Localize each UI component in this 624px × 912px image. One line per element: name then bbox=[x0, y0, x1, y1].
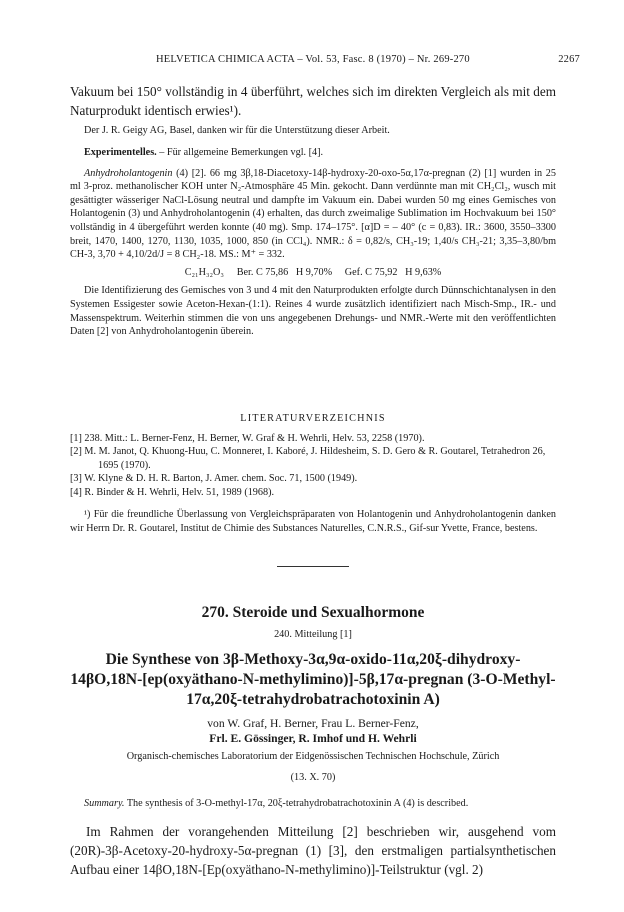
closing-paragraph: Vakuum bei 150° vollständig in 4 überführt, welches sich im direkten Vergleich als mit dem Naturprodukt identisch erwies¹). bbox=[70, 84, 556, 118]
reference-item: [3] W. Klyne & D. H. R. Barton, J. Amer. chem. Soc. 71, 1500 (1949). bbox=[70, 473, 358, 485]
authors-line-1: von W. Graf, H. Berner, Frau L. Berner-Fenz, bbox=[207, 716, 419, 730]
summary bbox=[70, 797, 556, 811]
experimental-section bbox=[70, 146, 556, 339]
experimental-heading: Experimentelles. bbox=[84, 147, 157, 158]
page-number: 2267 bbox=[558, 54, 580, 65]
experimental-intro-text: – Für allgemeine Bemerkungen vgl. [4]. bbox=[156, 147, 324, 158]
affiliation: Organisch-chemisches Laboratorium der Eidgenössischen Technischen Hochschule, Zürich bbox=[126, 750, 500, 762]
article-number-title: 270. Steroide und Sexualhormone bbox=[201, 604, 425, 621]
communication-number: 240. Mitteilung [1] bbox=[274, 629, 352, 640]
identification-paragraph: Die Identifizierung des Gemisches von 3 und 4 mit den Naturprodukten erfolgte durch Dünnschichtanalysen in den Systemen Essigester sowie Aceton-Hexan-(1:1). Reines 4 wurde zusätzlich identifiziert nach Misch-Smp., IR.- und Massenspektrum. Weiterhin stimmen die von uns angegebenen Drehungs- und NMR.-Werte mit den veröffentlichten Daten [2] von Anhydroholantogenin überein. bbox=[70, 285, 556, 338]
acknowledgement bbox=[70, 124, 556, 138]
footnote: ¹) Für die freundliche Überlassung von Vergleichspräparaten von Holantogenin und Anhydroholantogenin danken wir Herrn Dr. R. Goutarel, Institut de Chimie des Substances Naturelles, C.N.R.S., Gif-sur Yvette, France, bestens. bbox=[70, 509, 556, 534]
elemental-analysis: C₂₁H₃₂O₃ Ber. C 75,86 H 9,70% Gef. C 75,92 H 9,63% bbox=[184, 266, 442, 278]
intro-paragraph: Im Rahmen der vorangehenden Mitteilung [2] beschrieben wir, ausgehend vom (20R)-3β-Acetoxy-20-hydroxy-5α-pregnan (1) [3], den erstmaligen partialsynthetischen Aufbau einer 14βO,18N-[Ep(oxyäthano-N-methylimino)]-Teilstruktur (vgl. 2) bbox=[70, 824, 556, 878]
journal-citation: HELVETICA CHIMICA ACTA – Vol. 53, Fasc. 8 (1970) – Nr. 269-270 bbox=[156, 54, 470, 65]
summary-text: The synthesis of 3-O-methyl-17α, 20ξ-tetrahydrobatrachotoxinin A (4) is described. bbox=[124, 797, 469, 809]
separator-rule bbox=[277, 566, 349, 567]
procedure-paragraph bbox=[70, 167, 556, 262]
article-separator bbox=[70, 566, 556, 567]
footnote-block bbox=[70, 508, 556, 535]
references bbox=[70, 412, 556, 500]
reference-list bbox=[70, 432, 556, 500]
procedure-text: (4) [2]. 66 mg 3β,18-Diacetoxy-14β-hydroxy-20-oxo-5α,17α-pregnan (2) [1] wurden in 25 ml 3-proz. methanolischer KOH unter N₂-Atmosphäre 45 Min. gekocht. Dann verdünnte man mit CH₂Cl₂, wusch mit gesättigter wässeriger NaCl-Lösung neutral und dampfte im Vakuum ein. Dabei wurden 50 mg eines Gemisches von Holantogenin (3) und Anhydroholantogenin (4) erhalten, das durch zweimalige Sublimation im Hochvakuum bei 150° vollständig in 4 übergeführt werden konnte (40 mg). Smp. 174–175°. [α]D = – 40° (c = 0,83). IR.: 3600, 3550–3300 breit, 1470, 1400, 1270, 1130, 1035, 1000, 850 (in CCl₄). NMR.: δ = 0,82/s, CH₃-19; 1,40/s CH₃-21; 3,35–3,80/bm CH-3, 3,70 + 4,10/2d/J = 8 CH₂-18. MS.: M⁺ = 332. bbox=[70, 167, 556, 261]
previous-article-tail bbox=[70, 82, 556, 120]
reference-item: [2] M. M. Janot, Q. Khuong-Huu, C. Monneret, I. Kaboré, J. Hildesheim, S. D. Gero & R. Goutarel, Tetrahedron 26, 1695 (1970). bbox=[70, 446, 546, 471]
reference-item: [1] 238. Mitt.: L. Berner-Fenz, H. Berner, W. Graf & H. Wehrli, Helv. 53, 2258 (1970). bbox=[70, 432, 425, 444]
summary-label: Summary. bbox=[84, 797, 125, 809]
procedure-compound-name: Anhydroholantogenin bbox=[84, 167, 173, 179]
article-title: Die Synthese von 3β-Methoxy-3α,9α-oxido-11α,20ξ-dihydroxy-14βO,18N-[ep(oxyäthano-N-methylimino)]-5β,17α-pregnan (3-O-Methyl-17α,20ξ-tetrahydrobatrachotoxinin A) bbox=[70, 650, 556, 708]
references-heading: LITERATURVERZEICHNIS bbox=[240, 413, 386, 424]
authors-line-2: Frl. E. Gössinger, R. Imhof und H. Wehrli bbox=[209, 732, 417, 746]
reference-item: [4] R. Binder & H. Wehrli, Helv. 51, 1989 (1968). bbox=[70, 486, 275, 498]
new-article bbox=[70, 604, 556, 879]
received-date: (13. X. 70) bbox=[290, 772, 336, 784]
acknowledgement-text: Der J. R. Geigy AG, Basel, danken wir für die Unterstützung dieser Arbeit. bbox=[84, 125, 390, 136]
experimental-intro bbox=[70, 146, 556, 160]
